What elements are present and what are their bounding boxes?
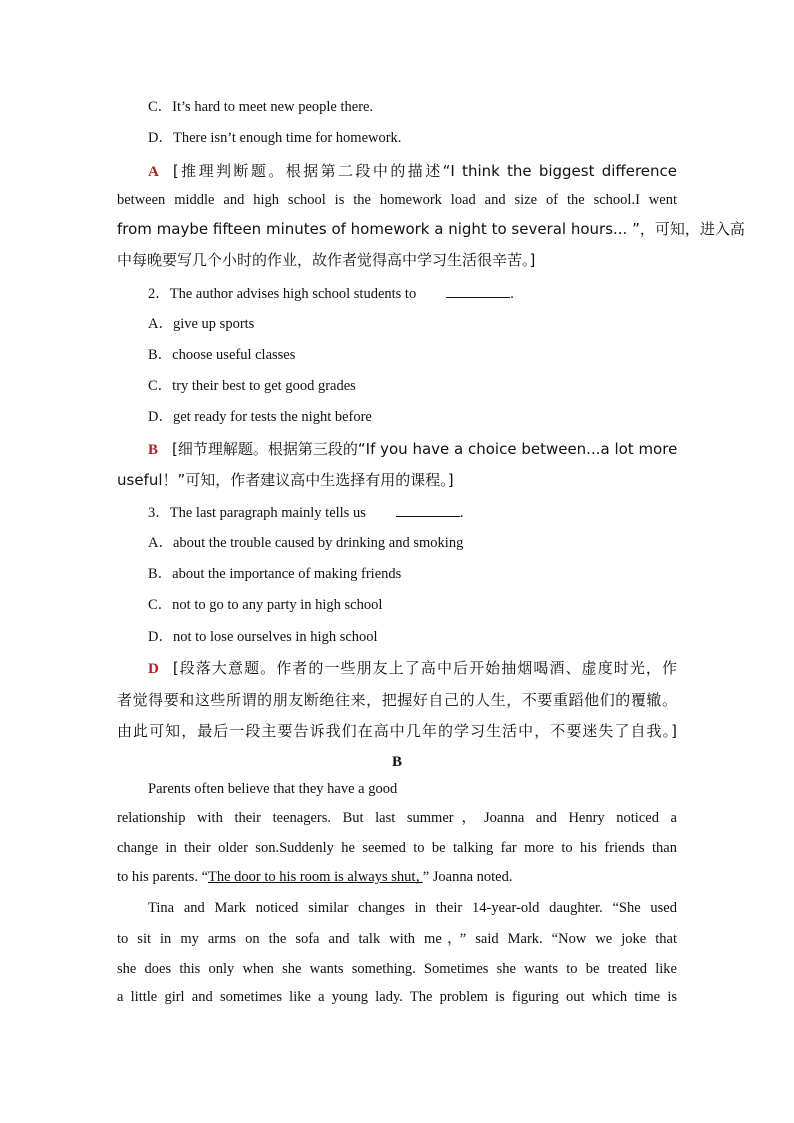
q3-explanation-line-3: 由此可知，最后一段主要告诉我们在高中几年的学习生活中，不要迷失了自我。]	[117, 722, 677, 740]
q3-option-b: B．about the importance of making friends	[148, 566, 402, 582]
passage-line: she does this only when she wants something. Sometimes she wants to be treated like	[117, 961, 677, 977]
q2-answer: B	[148, 442, 159, 458]
q3-explanation-line-1: D [段落大意题。作者的一些朋友上了高中后开始抽烟喝酒、虚度时光，作	[148, 659, 677, 677]
passage-line: Parents often believe that they have a good	[148, 781, 398, 797]
section-b-title: B	[391, 754, 402, 770]
q3-answer: D	[148, 661, 159, 677]
q1-explanation-line-2: between middle and high school is the homework load and size of the school.I went	[117, 192, 677, 208]
q1-option-c: C．It’s hard to meet new people there.	[148, 99, 374, 115]
q2-explanation-line-1: B [细节理解题。根据第三段的“If you have a choice between...a lot more	[148, 440, 678, 458]
q2-option-d: D．get ready for tests the night before	[148, 409, 372, 425]
q1-explanation-line-4: 中每晚要写几个小时的作业，故作者觉得高中学习生活很辛苦。]	[117, 251, 536, 269]
q1-explanation-line-3: from maybe fifteen minutes of homework a night to several hours... ”，可知，进入高	[117, 220, 745, 238]
q3-stem: 3．The last paragraph mainly tells us .	[148, 502, 677, 523]
passage-line: to sit in my arms on the sofa and talk with me，” said Mark. “Now we joke that	[117, 931, 677, 947]
passage-line: relationship with their teenagers. But last summer，Joanna and Henry noticed a	[117, 810, 677, 826]
q1-option-d: D．There isn’t enough time for homework.	[148, 130, 402, 146]
q2-explanation-line-2: useful！”可知，作者建议高中生选择有用的课程。]	[117, 471, 454, 489]
passage-line: to his parents. “The door to his room is always shut，” Joanna noted.	[117, 869, 513, 885]
q3-option-a: A．about the trouble caused by drinking and smoking	[148, 535, 464, 551]
q3-option-c: C．not to go to any party in high school	[148, 597, 383, 613]
q3-option-d: D．not to lose ourselves in high school	[148, 629, 378, 645]
passage-line: Tina and Mark noticed similar changes in their 14-year-old daughter. “She used	[148, 900, 677, 916]
answer-blank	[396, 502, 460, 517]
underlined-quote: The door to his room is always shut，	[208, 869, 423, 885]
q3-explanation-line-2: 者觉得要和这些所谓的朋友断绝往来，把握好自己的人生，不要重蹈他们的覆辙。	[117, 691, 677, 709]
q2-option-a: A．give up sports	[148, 316, 255, 332]
passage-line: change in their older son.Suddenly he seemed to be talking far more to his friends than	[117, 840, 677, 856]
q1-explanation-line-1: A [推理判断题。根据第二段中的描述“I think the biggest difference	[148, 162, 677, 180]
q1-answer: A	[148, 164, 159, 180]
passage-line: a little girl and sometimes like a young lady. The problem is figuring out which time is	[117, 989, 677, 1005]
q2-option-b: B．choose useful classes	[148, 347, 296, 363]
q2-option-c: C．try their best to get good grades	[148, 378, 356, 394]
answer-blank	[446, 283, 510, 298]
q2-stem: 2．The author advises high school students to .	[148, 283, 677, 304]
